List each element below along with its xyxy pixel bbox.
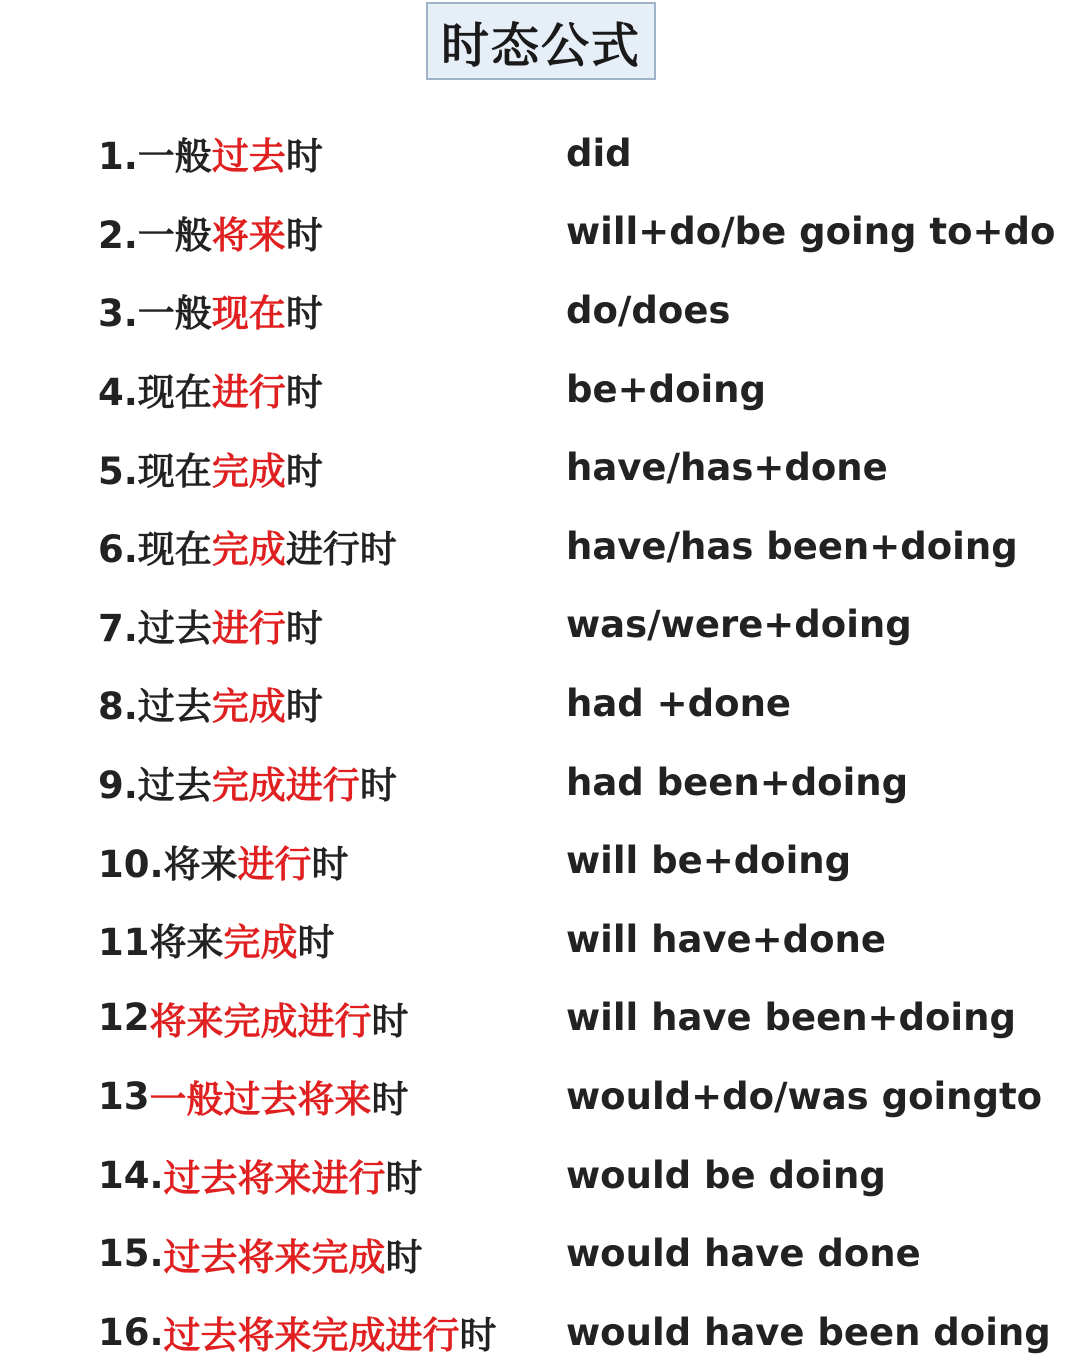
- tense-row: [0, 507, 1080, 586]
- page-title: 时态公式: [440, 17, 641, 74]
- tense-name-highlight: 进行: [211, 606, 286, 650]
- tense-row: [0, 664, 1080, 743]
- tense-name: [98, 114, 323, 193]
- tense-formula: do/does: [566, 288, 731, 332]
- tense-name-text: 9.过去: [98, 764, 212, 808]
- tense-name-text: 时: [359, 764, 397, 808]
- tense-name-text: 7.过去: [98, 606, 212, 650]
- tense-name-highlight: 完成: [211, 449, 286, 493]
- tense-formula: be+doing: [566, 367, 766, 411]
- tense-name-text: 时: [297, 921, 335, 965]
- tense-name: [98, 1136, 423, 1215]
- tense-name-text: 时: [285, 449, 323, 493]
- tense-name-text: 时: [285, 135, 323, 179]
- tense-name-text: 进行时: [285, 528, 397, 572]
- tense-name-text: 时: [285, 213, 323, 257]
- tense-formula: would+do/was goingto: [566, 1074, 1043, 1118]
- tense-formula: will have+done: [566, 917, 886, 961]
- tense-formula: will have been+doing: [566, 996, 1016, 1040]
- tense-row: [0, 900, 1080, 979]
- tense-name: [98, 900, 335, 979]
- tense-name-highlight: 过去将来完成进行: [163, 1314, 460, 1358]
- tense-name: [98, 1057, 409, 1136]
- tense-name-text: 时: [285, 606, 323, 650]
- tense-name-highlight: 过去: [211, 135, 286, 179]
- tense-name-highlight: 完成: [223, 921, 298, 965]
- tense-name: [98, 193, 323, 272]
- tense-name-text: 时: [285, 292, 323, 336]
- tense-name-text: 10.将来: [98, 842, 238, 886]
- tense-row: [0, 428, 1080, 507]
- tense-formula: would have done: [566, 1232, 921, 1276]
- tense-row: [0, 821, 1080, 900]
- tense-formula: have/has+done: [566, 446, 888, 490]
- tense-formula: was/were+doing: [566, 603, 912, 647]
- tense-name-text: 6.现在: [98, 528, 212, 572]
- tense-name-text: 8.过去: [98, 685, 212, 729]
- tense-name: [98, 1293, 497, 1372]
- tense-name-highlight: 过去将来完成: [163, 1235, 386, 1279]
- tense-name-text: 11将来: [98, 921, 224, 965]
- tense-formula: have/has been+doing: [566, 524, 1018, 568]
- tense-name: [98, 979, 409, 1058]
- tense-formula: did: [566, 131, 632, 175]
- tense-name-highlight: 完成: [211, 685, 286, 729]
- tense-name-highlight: 完成进行: [211, 764, 360, 808]
- tense-row: [0, 586, 1080, 665]
- tense-name: [98, 586, 323, 665]
- tense-name: [98, 507, 397, 586]
- tense-name-highlight: 将来完成进行: [149, 999, 372, 1043]
- tense-formula: would have been doing: [566, 1310, 1051, 1354]
- tense-name: [98, 821, 349, 900]
- tense-name-text: 时: [385, 1157, 423, 1201]
- tense-name-text: 15.: [98, 1232, 164, 1276]
- tense-row: [0, 979, 1080, 1058]
- tense-name-highlight: 一般过去将来: [149, 1078, 372, 1122]
- tense-name: [98, 271, 323, 350]
- tense-name-text: 1.一般: [98, 135, 212, 179]
- tense-name-highlight: 将来: [211, 213, 286, 257]
- tense-row: [0, 193, 1080, 272]
- tense-name-text: 12: [98, 996, 150, 1040]
- tense-name: [98, 1214, 423, 1293]
- tense-name-highlight: 完成: [211, 528, 286, 572]
- tense-name-text: 14.: [98, 1153, 164, 1197]
- title-box: [426, 2, 656, 80]
- tense-list: [0, 114, 1080, 1372]
- tense-row: [0, 271, 1080, 350]
- tense-formula: would be doing: [566, 1153, 886, 1197]
- tense-row: [0, 1057, 1080, 1136]
- tense-name-highlight: 进行: [211, 371, 286, 415]
- tense-name-highlight: 现在: [211, 292, 286, 336]
- tense-name-text: 2.一般: [98, 213, 212, 257]
- tense-row: [0, 743, 1080, 822]
- tense-formula: had been+doing: [566, 760, 909, 804]
- tense-name-text: 时: [371, 1078, 409, 1122]
- tense-row: [0, 1214, 1080, 1293]
- tense-name-text: 时: [285, 685, 323, 729]
- tense-name: [98, 428, 323, 507]
- tense-name-text: 时: [459, 1314, 497, 1358]
- tense-row: [0, 350, 1080, 429]
- tense-name-text: 时: [311, 842, 349, 886]
- tense-name-highlight: 过去将来进行: [163, 1157, 386, 1201]
- tense-name-text: 3.一般: [98, 292, 212, 336]
- tense-name: [98, 664, 323, 743]
- tense-name-text: 时: [371, 999, 409, 1043]
- tense-name-text: 时: [285, 371, 323, 415]
- tense-name-text: 13: [98, 1074, 150, 1118]
- tense-row: [0, 1293, 1080, 1372]
- tense-name-text: 时: [385, 1235, 423, 1279]
- tense-formula: will+do/be going to+do: [566, 210, 1056, 254]
- tense-name-highlight: 进行: [237, 842, 312, 886]
- tense-name: [98, 350, 323, 429]
- tense-formula: will be+doing: [566, 839, 852, 883]
- tense-row: [0, 1136, 1080, 1215]
- tense-name-text: 4.现在: [98, 371, 212, 415]
- tense-name: [98, 743, 397, 822]
- tense-formula: had +done: [566, 681, 792, 725]
- tense-name-text: 16.: [98, 1310, 164, 1354]
- tense-name-text: 5.现在: [98, 449, 212, 493]
- tense-row: [0, 114, 1080, 193]
